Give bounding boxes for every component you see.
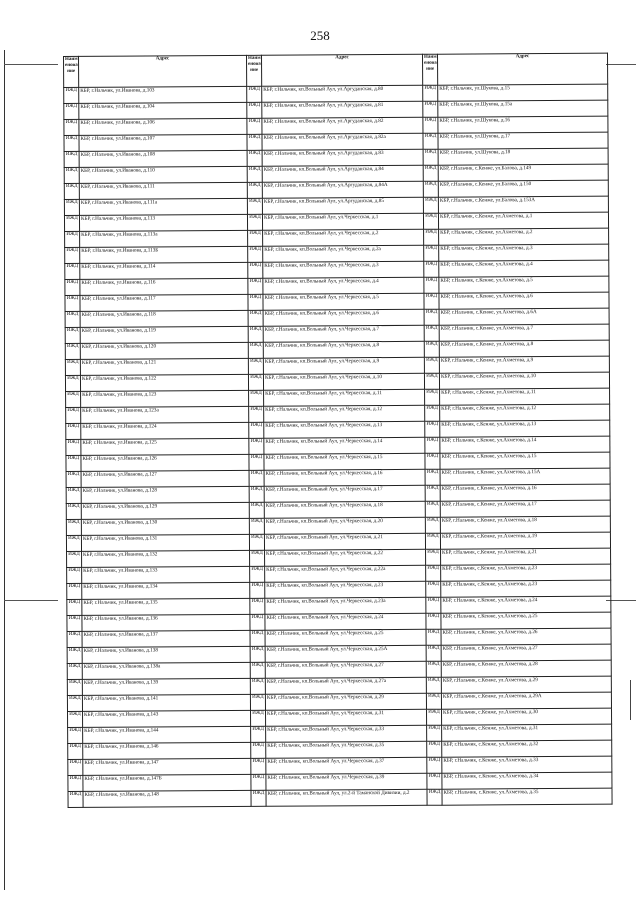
cell-type: ИЖД	[64, 87, 79, 103]
cell-address: КБР, г.Нальчик, ул.Иванова, д.147	[83, 758, 251, 775]
cell-type: ИЖД	[249, 454, 264, 470]
cell-address: КБР, г.Нальчик, кп.Вольный Аул, ул.Аргуданская, д.80	[262, 85, 423, 102]
cell-type: ИЖД	[425, 421, 440, 437]
cell-address: КБР, г.Нальчик, ул.Иванова, д.144	[83, 726, 251, 743]
cell-type: ИЖД	[247, 198, 262, 214]
cell-type: ИЖД	[251, 726, 266, 742]
cell-type: ИЖД	[249, 486, 264, 502]
cell-type: ИЖД	[64, 215, 79, 231]
cell-address: КБР, г.Нальчик, кп.Вольный Аул, ул.Аргуданская, д.82а	[262, 133, 423, 150]
cell-type: ИЖД	[426, 709, 441, 725]
cell-type: ИЖД	[426, 613, 441, 629]
cell-address: КБР, г.Нальчик, ул.Иванова, д.133	[82, 566, 250, 583]
cell-address: КБР, г.Нальчик, ул.Иванова, д.113	[79, 214, 247, 231]
cell-address: КБР, г.Нальчик, ул.Иванова, д.138а	[82, 662, 250, 679]
cell-address: КБР, г.Нальчик, ул.Иванова, д.136	[82, 614, 250, 631]
cell-address: КБР, г.Нальчик, кп.Вольный Аул, ул.Черкесская, д.13	[264, 421, 425, 438]
cell-address: КБР, г.Нальчик, с.Кенже, ул.Ахметова, д.32	[442, 740, 612, 757]
cell-address: КБР, г.Нальчик, кп.Вольный Аул, ул.Черкесская, д.25	[265, 629, 426, 646]
cell-address: КБР, г.Нальчик, с.Кенже, ул.Ахметова, д.3	[439, 244, 609, 261]
cell-address: КБР, г.Нальчик, с.Кенже, ул.Балова, д.153А	[438, 196, 608, 213]
cell-type: ИЖД	[250, 614, 265, 630]
cell-address: КБР, г.Нальчик, с.Кенже, ул.Ахметова, д.7	[439, 324, 609, 341]
cell-address: КБР, г.Нальчик, ул.Иванова, д.146	[83, 742, 251, 759]
cell-type: ИЖД	[67, 695, 82, 711]
cell-address: КБР, г.Нальчик, с.Кенже, ул.Ахметова, д.30	[441, 708, 611, 725]
cell-address: КБР, г.Нальчик, ул.Иванова, д.103	[79, 86, 247, 103]
cell-address: КБР, г.Нальчик, ул.Иванова, д.108	[79, 150, 247, 167]
header-type: Наим енова ние	[246, 55, 261, 86]
cell-type: ИЖД	[247, 134, 262, 150]
cell-type: ИЖД	[65, 311, 80, 327]
cell-address: КБР, г.Нальчик, ул.Иванова, д.135	[82, 598, 250, 615]
cell-type: ИЖД	[67, 615, 82, 631]
cell-address: КБР, г.Нальчик, ул.Иванова, д.121	[80, 358, 248, 375]
cell-address: КБР, г.Нальчик, с.Кенже, ул.Ахметова, д.14	[440, 436, 610, 453]
cell-type: ИЖД	[68, 759, 83, 775]
cell-address: КБР, г.Нальчик, кп.Вольный Аул, ул.Черкесская, д.8	[263, 341, 424, 358]
cell-type: ИЖД	[248, 326, 263, 342]
cell-address: КБР, г.Нальчик, ул.Иванова, д.104	[79, 102, 247, 119]
cell-type: ИЖД	[426, 549, 441, 565]
cell-type: ИЖД	[247, 86, 262, 102]
cell-type: ИЖД	[66, 471, 81, 487]
cell-address: КБР, г.Нальчик, ул.Иванова, д.113а	[80, 230, 248, 247]
cell-address: КБР, г.Нальчик, с.Кенже, ул.Ахметова, д.10	[439, 372, 609, 389]
cell-type: ИЖД	[423, 213, 438, 229]
cell-type: ИЖД	[67, 551, 82, 567]
cell-type: ИЖД	[65, 359, 80, 375]
cell-address: КБР, г.Нальчик, кп.Вольный Аул, ул.Черкесская, д.22	[265, 549, 426, 566]
cell-type: ИЖД	[65, 375, 80, 391]
table-row	[68, 788, 612, 807]
cell-address: КБР, г.Нальчик, ул.Иванова, д.111а	[79, 198, 247, 215]
cell-type: ИЖД	[66, 407, 81, 423]
cell-type: ИЖД	[425, 453, 440, 469]
cell-address: КБР, г.Нальчик, кп.Вольный Аул, ул.Черкесская, д.29	[265, 693, 426, 710]
cell-type: ИЖД	[249, 518, 264, 534]
cell-type: ИЖД	[423, 149, 438, 165]
cell-address: КБР, г.Нальчик, ул.Иванова, д.117	[80, 294, 248, 311]
cell-type: ИЖД	[250, 662, 265, 678]
cell-type: ИЖД	[251, 774, 266, 790]
header-address: Адрес	[437, 53, 607, 85]
cell-address: КБР, г.Нальчик, ул.Иванова, д.107	[79, 134, 247, 151]
cell-address: КБР, г.Нальчик, кп.Вольный Аул, ул.Черкесская, д.1	[262, 213, 423, 230]
left-margin-line	[4, 50, 5, 890]
cell-type: ИЖД	[65, 263, 80, 279]
cell-address: КБР, г.Нальчик, ул.Иванова, д.123	[81, 390, 249, 407]
cell-address: КБР, г.Нальчик, ул.Иванова, д.110	[79, 166, 247, 183]
cell-type: ИЖД	[248, 262, 263, 278]
cell-address: КБР, г.Нальчик, с.Кенже, ул.Балова, д.150	[438, 180, 608, 197]
cell-type: ИЖД	[67, 647, 82, 663]
cell-type: ИЖД	[249, 502, 264, 518]
cell-address: КБР, г.Нальчик, с.Кенже, ул.Ахметова, д.2	[439, 228, 609, 245]
cell-type: ИЖД	[248, 294, 263, 310]
cell-type: ИЖД	[249, 534, 264, 550]
margin-tick	[606, 64, 636, 65]
cell-address: КБР, г.Нальчик, ул.Иванова, д.148	[83, 790, 251, 807]
cell-address: КБР, г.Нальчик, ул.Иванова, д.139	[82, 678, 250, 695]
cell-address: КБР, г.Нальчик, ул.Шукова, д.15	[438, 84, 608, 101]
cell-type: ИЖД	[67, 599, 82, 615]
cell-type: ИЖД	[250, 566, 265, 582]
cell-address: КБР, г.Нальчик, ул.Шукова, д.15а	[438, 100, 608, 117]
cell-address: КБР, г.Нальчик, кп.Вольный Аул, ул.Черкесская, д.4	[263, 277, 424, 294]
cell-address: КБР, г.Нальчик, кп.Вольный Аул, ул.Черкесская, д.9	[263, 357, 424, 374]
cell-type: ИЖД	[65, 279, 80, 295]
cell-address: КБР, г.Нальчик, ул.Иванова, д.141	[82, 694, 250, 711]
cell-type: ИЖД	[64, 103, 79, 119]
cell-type: ИЖД	[66, 439, 81, 455]
cell-address: КБР, г.Нальчик, с.Кенже, ул.Ахметова, д.18	[440, 516, 610, 533]
cell-address: КБР, г.Нальчик, с.Кенже, ул.Ахметова, д.15	[440, 452, 610, 469]
cell-type: ИЖД	[247, 150, 262, 166]
address-table	[63, 53, 613, 808]
cell-address: КБР, г.Нальчик, с.Кенже, ул.Ахметова, д.6	[439, 292, 609, 309]
cell-type: ИЖД	[424, 325, 439, 341]
cell-type: ИЖД	[250, 550, 265, 566]
cell-address: КБР, г.Нальчик, кп.Вольный Аул, ул.Черкесская, д.21	[264, 533, 425, 550]
cell-address: КБР, г.Нальчик, кп.Вольный Аул, ул.Черкесская, д.37	[266, 757, 427, 774]
cell-type: ИЖД	[251, 710, 266, 726]
cell-address: КБР, г.Нальчик, кп.Вольный Аул, ул.Аргуданская, д.81	[262, 101, 423, 118]
cell-address: КБР, г.Нальчик, ул.Иванова, д.111	[79, 182, 247, 199]
cell-address: КБР, г.Нальчик, кп.Вольный Аул, ул.Черкесская, д.12	[264, 405, 425, 422]
cell-type: ИЖД	[425, 405, 440, 421]
cell-type: ИЖД	[65, 247, 80, 263]
cell-type: ИЖД	[66, 455, 81, 471]
cell-type: ИЖД	[64, 167, 79, 183]
cell-address: КБР, г.Нальчик, с.Кенже, ул.Ахметова, д.4	[439, 260, 609, 277]
cell-type: ИЖД	[424, 245, 439, 261]
cell-type: ИЖД	[426, 645, 441, 661]
cell-address: КБР, г.Нальчик, с.Кенже, ул.Ахметова, д.35	[442, 788, 612, 805]
cell-type: ИЖД	[426, 597, 441, 613]
cell-address: КБР, г.Нальчик, ул.Иванова, д.119	[80, 326, 248, 343]
cell-type: ИЖД	[251, 742, 266, 758]
cell-address: КБР, г.Нальчик, с.Кенже, ул.Ахметова, д.1	[438, 212, 608, 229]
cell-type: ИЖД	[248, 246, 263, 262]
margin-tick	[4, 64, 58, 65]
cell-address: КБР, г.Нальчик, кп.Вольный Аул, ул.Черкесская, д.18	[264, 501, 425, 518]
cell-type: ИЖД	[250, 598, 265, 614]
cell-address: КБР, г.Нальчик, с.Кенже, ул.Балова, д.149	[438, 164, 608, 181]
cell-type: ИЖД	[423, 165, 438, 181]
cell-type: ИЖД	[251, 790, 266, 806]
cell-address: КБР, г.Нальчик, ул.Иванова, д.126	[81, 454, 249, 471]
cell-address: КБР, г.Нальчик, кп.Вольный Аул, ул.Черкесская, д.10	[263, 373, 424, 390]
cell-type: ИЖД	[66, 519, 81, 535]
cell-address: КБР, г.Нальчик, кп.Вольный Аул, ул.Черкесская, д.31	[266, 709, 427, 726]
cell-type: ИЖД	[425, 437, 440, 453]
cell-type: ИЖД	[427, 757, 442, 773]
cell-type: ИЖД	[425, 517, 440, 533]
cell-address: КБР, г.Нальчик, ул.Иванова, д.123а	[81, 406, 249, 423]
cell-type: ИЖД	[248, 310, 263, 326]
cell-type: ИЖД	[67, 567, 82, 583]
cell-address: КБР, г.Нальчик, ул.Иванова, д.134	[82, 582, 250, 599]
cell-type: ИЖД	[250, 646, 265, 662]
cell-type: ИЖД	[65, 343, 80, 359]
cell-address: КБР, г.Нальчик, с.Кенже, ул.Ахметова, д.29	[441, 676, 611, 693]
cell-address: КБР, г.Нальчик, с.Кенже, ул.Ахметова, д.23	[441, 564, 611, 581]
header-address: Адрес	[79, 55, 247, 87]
cell-type: ИЖД	[423, 101, 438, 117]
cell-address: КБР, г.Нальчик, ул.Иванова, д.132	[82, 550, 250, 567]
cell-type: ИЖД	[426, 629, 441, 645]
cell-type: ИЖД	[66, 391, 81, 407]
cell-type: ИЖД	[248, 358, 263, 374]
cell-type: ИЖД	[65, 327, 80, 343]
cell-address: КБР, г.Нальчик, ул.Иванова, д.106	[79, 118, 247, 135]
cell-type: ИЖД	[424, 277, 439, 293]
cell-address: КБР, г.Нальчик, с.Кенже, ул.Ахметова, д.12	[440, 404, 610, 421]
scan-mark	[630, 680, 631, 720]
cell-type: ИЖД	[423, 133, 438, 149]
cell-type: ИЖД	[425, 485, 440, 501]
cell-address: КБР, г.Нальчик, кп.Вольный Аул, ул.Черкесская, д.7	[263, 325, 424, 342]
margin-tick	[4, 600, 58, 601]
cell-type: ИЖД	[67, 583, 82, 599]
cell-type: ИЖД	[68, 791, 83, 807]
cell-address: КБР, г.Нальчик, кп.Вольный Аул, ул.Черкесская, д.25А	[265, 645, 426, 662]
header-row	[64, 53, 608, 87]
cell-address: КБР, г.Нальчик, с.Кенже, ул.Ахметова, д.13	[440, 420, 610, 437]
cell-address: КБР, г.Нальчик, кп.Вольный Аул, ул.Черкесская, д.16	[264, 469, 425, 486]
cell-type: ИЖД	[247, 214, 262, 230]
cell-type: ИЖД	[65, 295, 80, 311]
cell-address: КБР, г.Нальчик, с.Кенже, ул.Ахметова, д.9	[439, 356, 609, 373]
cell-type: ИЖД	[64, 183, 79, 199]
header-type: Наим енова ние	[422, 54, 437, 85]
cell-address: КБР, г.Нальчик, с.Кенже, ул.Ахметова, д.31	[442, 724, 612, 741]
cell-address: КБР, г.Нальчик, ул.Шукова, д.16	[438, 116, 608, 133]
cell-address: КБР, г.Нальчик, с.Кенже, ул.Ахметова, д.15А	[440, 468, 610, 485]
cell-address: КБР, г.Нальчик, кп.Вольный Аул, ул.Черкесская, д.20	[264, 517, 425, 534]
cell-address: КБР, г.Нальчик, с.Кенже, ул.Ахметова, д.11	[440, 388, 610, 405]
cell-address: КБР, г.Нальчик, кп.Вольный Аул, ул.Черкесская, д.27а	[265, 677, 426, 694]
cell-type: ИЖД	[423, 197, 438, 213]
cell-address: КБР, г.Нальчик, с.Кенже, ул.Ахметова, д.27	[441, 644, 611, 661]
cell-type: ИЖД	[250, 582, 265, 598]
cell-type: ИЖД	[427, 725, 442, 741]
cell-type: ИЖД	[66, 503, 81, 519]
cell-address: КБР, г.Нальчик, ул.Иванова, д.125	[81, 438, 249, 455]
cell-address: КБР, г.Нальчик, кп.Вольный Аул, ул.Черкесская, д.39	[266, 773, 427, 790]
cell-type: ИЖД	[249, 438, 264, 454]
cell-address: КБР, г.Нальчик, кп.Вольный Аул, ул.Черкесская, д.6	[263, 309, 424, 326]
cell-address: КБР, г.Нальчик, кп.Вольный Аул, ул.Черкесская, д.23а	[265, 597, 426, 614]
cell-type: ИЖД	[64, 151, 79, 167]
cell-type: ИЖД	[247, 166, 262, 182]
cell-type: ИЖД	[66, 535, 81, 551]
cell-address: КБР, г.Нальчик, с.Кенже, ул.Ахметова, д.21	[441, 548, 611, 565]
cell-address: КБР, г.Нальчик, ул.Иванова, д.128	[81, 486, 249, 503]
cell-address: КБР, г.Нальчик, с.Кенже, ул.Ахметова, д.33	[442, 756, 612, 773]
cell-address: КБР, г.Нальчик, кп.Вольный Аул, ул.Аргуданская, д.84	[262, 165, 423, 182]
cell-type: ИЖД	[248, 230, 263, 246]
cell-address: КБР, г.Нальчик, с.Кенже, ул.Ахметова, д.17	[440, 500, 610, 517]
cell-type: ИЖД	[425, 533, 440, 549]
cell-address: КБР, г.Нальчик, с.Кенже, ул.Ахметова, д.25	[441, 612, 611, 629]
cell-address: КБР, г.Нальчик, кп.Вольный Аул, ул.Черкесская, д.23	[265, 581, 426, 598]
cell-address: КБР, г.Нальчик, с.Кенже, ул.Ахметова, д.24	[441, 596, 611, 613]
cell-type: ИЖД	[249, 422, 264, 438]
cell-address: КБР, г.Нальчик, с.Кенже, ул.Ахметова, д.23	[441, 580, 611, 597]
cell-address: КБР, г.Нальчик, кп.Вольный Аул, ул.Аргуданская, д.83	[262, 149, 423, 166]
cell-type: ИЖД	[250, 694, 265, 710]
cell-address: КБР, г.Нальчик, ул.Иванова, д.127	[81, 470, 249, 487]
cell-address: КБР, г.Нальчик, кп.Вольный Аул, ул.Аргуданская, д.84А	[262, 181, 423, 198]
cell-address: КБР, г.Нальчик, кп.Вольный Аул, ул.Черкесская, д.33	[266, 725, 427, 742]
header-type: Наим енова ние	[64, 56, 79, 87]
cell-type: ИЖД	[423, 117, 438, 133]
cell-address: КБР, г.Нальчик, с.Кенже, ул.Ахметова, д.8	[439, 340, 609, 357]
cell-address: КБР, г.Нальчик, ул.Иванова, д.114	[80, 262, 248, 279]
cell-type: ИЖД	[427, 741, 442, 757]
cell-type: ИЖД	[248, 278, 263, 294]
cell-type: ИЖД	[68, 727, 83, 743]
cell-address: КБР, г.Нальчик, ул.Иванова, д.118	[80, 310, 248, 327]
cell-address: КБР, г.Нальчик, кп.Вольный Аул, ул.Черкесская, д.2	[263, 229, 424, 246]
cell-type: ИЖД	[424, 357, 439, 373]
cell-type: ИЖД	[424, 293, 439, 309]
cell-type: ИЖД	[426, 581, 441, 597]
cell-type: ИЖД	[66, 487, 81, 503]
page-number: 258	[310, 28, 330, 43]
cell-type: ИЖД	[423, 181, 438, 197]
cell-type: ИЖД	[67, 679, 82, 695]
cell-type: ИЖД	[426, 661, 441, 677]
cell-address: КБР, г.Нальчик, кп.Вольный Аул, ул.Аргуданская, д.85	[262, 197, 423, 214]
header-address: Адрес	[261, 54, 422, 86]
cell-type: ИЖД	[67, 631, 82, 647]
cell-address: КБР, г.Нальчик, кп.Вольный Аул, ул.Черкесская, д.35	[266, 741, 427, 758]
cell-address: КБР, г.Нальчик, кп.Вольный Аул, ул.Аргуданская, д.82	[262, 117, 423, 134]
cell-type: ИЖД	[68, 743, 83, 759]
cell-type: ИЖД	[424, 229, 439, 245]
cell-type: ИЖД	[423, 85, 438, 101]
cell-address: КБР, г.Нальчик, ул.Иванова, д.147Б	[83, 774, 251, 791]
cell-type: ИЖД	[427, 773, 442, 789]
cell-address: КБР, г.Нальчик, ул.Иванова, д.143	[83, 710, 251, 727]
cell-address: КБР, г.Нальчик, кп.Вольный Аул, ул.Черкесская, д.24	[265, 613, 426, 630]
cell-type: ИЖД	[67, 663, 82, 679]
cell-address: КБР, г.Нальчик, ул.Иванова, д.131	[81, 534, 249, 551]
cell-address: КБР, г.Нальчик, ул.Иванова, д.120	[80, 342, 248, 359]
cell-type: ИЖД	[424, 261, 439, 277]
cell-type: ИЖД	[425, 501, 440, 517]
cell-type: ИЖД	[66, 423, 81, 439]
cell-address: КБР, г.Нальчик, ул.Иванова, д.113Б	[80, 246, 248, 263]
cell-type: ИЖД	[426, 693, 441, 709]
cell-address: КБР, г.Нальчик, с.Кенже, ул.Ахметова, д.5	[439, 276, 609, 293]
cell-type: ИЖД	[250, 678, 265, 694]
cell-type: ИЖД	[247, 118, 262, 134]
cell-type: ИЖД	[248, 374, 263, 390]
cell-type: ИЖД	[64, 199, 79, 215]
cell-address: КБР, г.Нальчик, ул.Шукова, д.17	[438, 132, 608, 149]
cell-address: КБР, г.Нальчик, с.Кенже, ул.Ахметова, д.19	[440, 532, 610, 549]
cell-address: КБР, г.Нальчик, кп.Вольный Аул, ул.Черкесская, д.17	[264, 485, 425, 502]
cell-address: КБР, г.Нальчик, кп.Вольный Аул, ул.Черкесская, д.3	[263, 261, 424, 278]
cell-type: ИЖД	[249, 390, 264, 406]
cell-address: КБР, г.Нальчик, ул.Шукова, д.18	[438, 148, 608, 165]
cell-type: ИЖД	[427, 789, 442, 805]
cell-address: КБР, г.Нальчик, ул.Иванова, д.129	[81, 502, 249, 519]
cell-type: ИЖД	[247, 182, 262, 198]
cell-type: ИЖД	[425, 469, 440, 485]
cell-type: ИЖД	[424, 341, 439, 357]
cell-address: КБР, г.Нальчик, ул.Иванова, д.137	[82, 630, 250, 647]
cell-address: КБР, г.Нальчик, с.Кенже, ул.Ахметова, д.28	[441, 660, 611, 677]
cell-address: КБР, г.Нальчик, ул.Иванова, д.138	[82, 646, 250, 663]
cell-address: КБР, г.Нальчик, кп.Вольный Аул, ул.Черкесская, д.22а	[265, 565, 426, 582]
cell-address: КБР, г.Нальчик, ул.Иванова, д.122	[80, 374, 248, 391]
cell-address: КБР, г.Нальчик, кп.Вольный Аул, ул.2-й Таманской Дивизии, д.2	[266, 789, 427, 806]
cell-type: ИЖД	[250, 630, 265, 646]
cell-type: ИЖД	[251, 758, 266, 774]
cell-address: КБР, г.Нальчик, ул.Иванова, д.116	[80, 278, 248, 295]
cell-address: КБР, г.Нальчик, кп.Вольный Аул, ул.Черкесская, д.5	[263, 293, 424, 310]
cell-address: КБР, г.Нальчик, ул.Иванова, д.124	[81, 422, 249, 439]
cell-type: ИЖД	[426, 565, 441, 581]
cell-type: ИЖД	[68, 775, 83, 791]
cell-type: ИЖД	[424, 373, 439, 389]
cell-address: КБР, г.Нальчик, кп.Вольный Аул, ул.Черкесская, д.14	[264, 437, 425, 454]
cell-address: КБР, г.Нальчик, с.Кенже, ул.Ахметова, д.6А	[439, 308, 609, 325]
cell-type: ИЖД	[64, 135, 79, 151]
cell-address: КБР, г.Нальчик, с.Кенже, ул.Ахметова, д.16	[440, 484, 610, 501]
cell-type: ИЖД	[426, 677, 441, 693]
cell-type: ИЖД	[64, 119, 79, 135]
cell-address: КБР, г.Нальчик, кп.Вольный Аул, ул.Черкесская, д.15	[264, 453, 425, 470]
cell-address: КБР, г.Нальчик, кп.Вольный Аул, ул.Черкесская, д.11	[264, 389, 425, 406]
cell-type: ИЖД	[248, 342, 263, 358]
cell-address: КБР, г.Нальчик, с.Кенже, ул.Ахметова, д.34	[442, 772, 612, 789]
cell-type: ИЖД	[68, 711, 83, 727]
cell-address: КБР, г.Нальчик, с.Кенже, ул.Ахметова, д.29А	[441, 692, 611, 709]
cell-type: ИЖД	[425, 389, 440, 405]
cell-address: КБР, г.Нальчик, ул.Иванова, д.130	[81, 518, 249, 535]
cell-type: ИЖД	[424, 309, 439, 325]
cell-type: ИЖД	[249, 406, 264, 422]
cell-address: КБР, г.Нальчик, кп.Вольный Аул, ул.Черкесская, д.27	[265, 661, 426, 678]
cell-type: ИЖД	[65, 231, 80, 247]
cell-address: КБР, г.Нальчик, кп.Вольный Аул, ул.Черкесская, д.2а	[263, 245, 424, 262]
cell-type: ИЖД	[249, 470, 264, 486]
cell-address: КБР, г.Нальчик, с.Кенже, ул.Ахметова, д.26	[441, 628, 611, 645]
cell-type: ИЖД	[247, 102, 262, 118]
